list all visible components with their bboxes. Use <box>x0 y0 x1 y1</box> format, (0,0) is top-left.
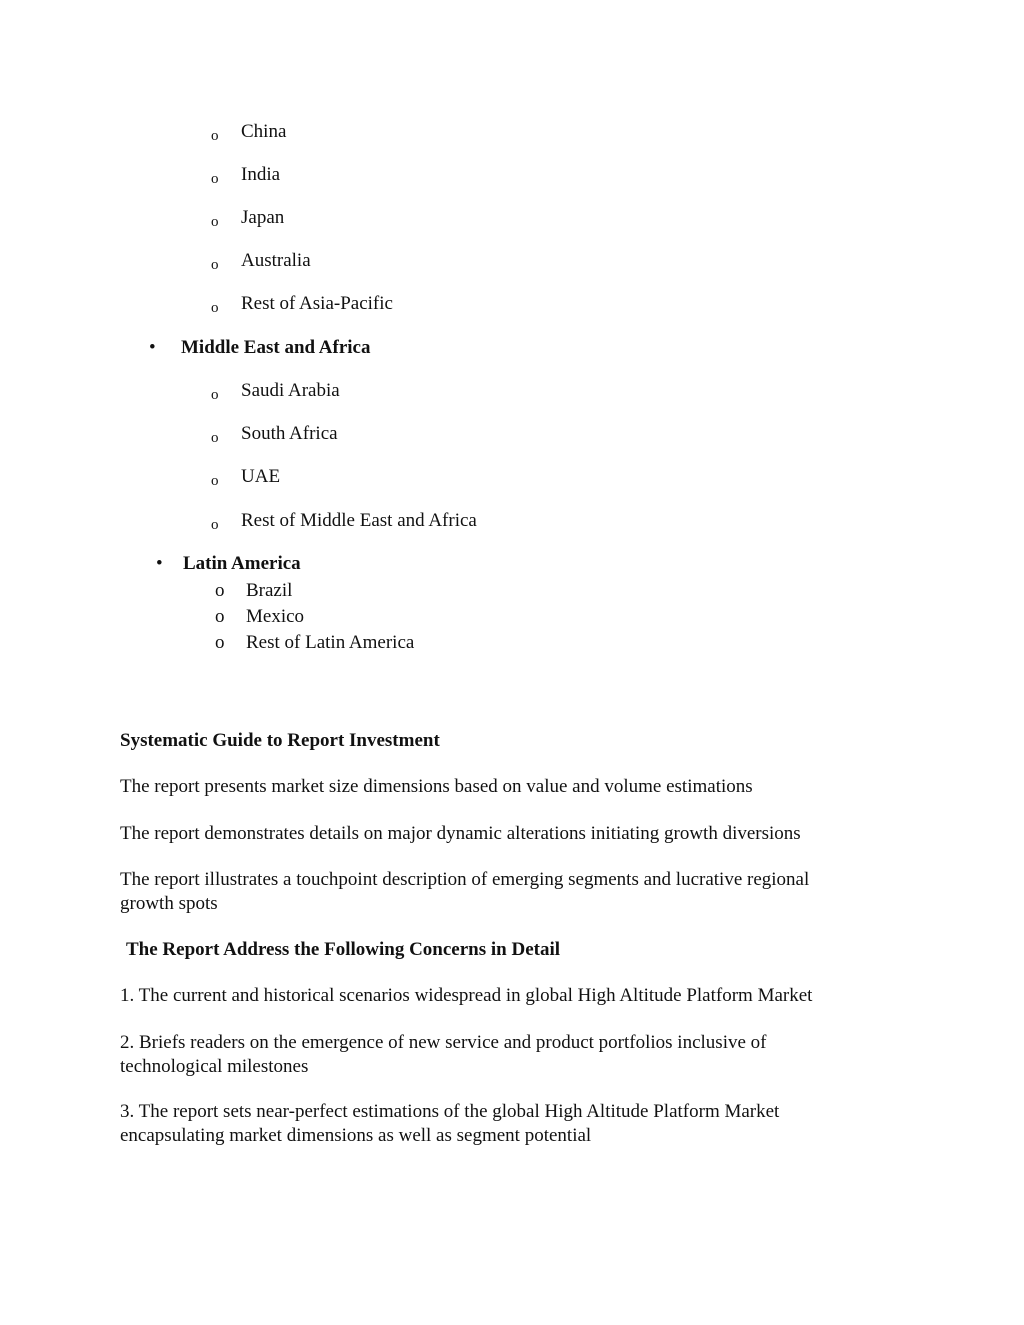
list-item-india: India <box>241 164 281 185</box>
list-item-south-africa: South Africa <box>241 423 338 444</box>
region-heading-latam: Latin America <box>183 553 301 574</box>
list-item-uae: UAE <box>241 466 281 487</box>
sub-bullet-marker: o <box>211 128 219 144</box>
sub-bullet-marker: o <box>211 473 219 489</box>
sub-bullet-marker: o <box>211 214 219 230</box>
list-item-brazil: Brazil <box>246 580 293 601</box>
guide-paragraph: The report demonstrates details on major dynamic alterations initiating growth diversions <box>120 823 801 844</box>
list-item-rest-of-mea: Rest of Middle East and Africa <box>241 510 477 531</box>
concern-item: 2. Briefs readers on the emergence of new service and product portfolios inclusive of technological milestones <box>120 1032 767 1077</box>
bullet-marker: • <box>156 553 163 574</box>
concern-item: 3. The report sets near-perfect estimations of the global High Altitude Platform Market encapsulating market dimensions as well as segment potential <box>120 1101 780 1146</box>
list-item-china: China <box>241 121 287 142</box>
sub-bullet-marker: o <box>215 606 225 627</box>
sub-bullet-marker: o <box>211 300 219 316</box>
list-item-rest-of-latam: Rest of Latin America <box>246 632 415 653</box>
concern-item: 1. The current and historical scenarios widespread in global High Altitude Platform Market <box>120 985 813 1006</box>
sub-bullet-marker: o <box>211 430 219 446</box>
bullet-marker: • <box>149 337 156 358</box>
sub-bullet-marker: o <box>211 257 219 273</box>
sub-bullet-marker: o <box>215 580 225 601</box>
sub-bullet-marker: o <box>211 517 219 533</box>
section-heading-concerns: The Report Address the Following Concerns in Detail <box>126 939 561 960</box>
sub-bullet-marker: o <box>211 387 219 403</box>
guide-paragraph: The report presents market size dimensions based on value and volume estimations <box>120 776 753 797</box>
list-item-japan: Japan <box>241 207 285 228</box>
sub-bullet-marker: o <box>211 171 219 187</box>
guide-paragraph: The report illustrates a touchpoint description of emerging segments and lucrative regional growth spots <box>120 869 810 914</box>
sub-bullet-marker: o <box>215 632 225 653</box>
list-item-mexico: Mexico <box>246 606 305 627</box>
list-item-australia: Australia <box>241 250 311 271</box>
list-item-rest-of-asia-pacific: Rest of Asia-Pacific <box>241 293 393 314</box>
region-heading-mea: Middle East and Africa <box>181 337 371 358</box>
list-item-saudi-arabia: Saudi Arabia <box>241 380 340 401</box>
section-heading-guide: Systematic Guide to Report Investment <box>120 730 440 751</box>
